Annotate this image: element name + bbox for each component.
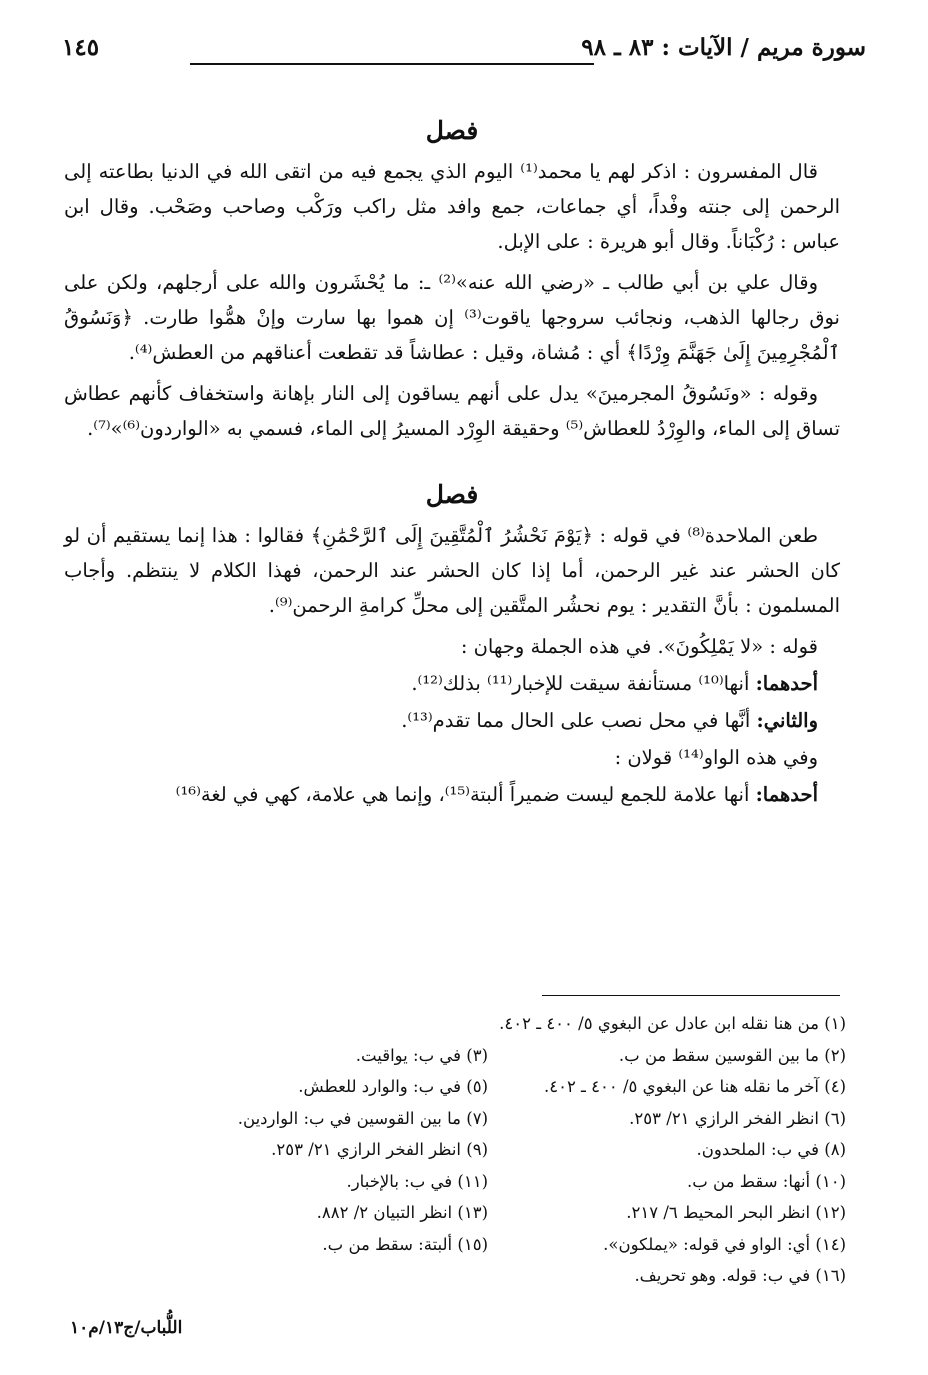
footnote-row	[130, 1166, 846, 1198]
footnote-11: (١١) في ب: بالإخبار.	[346, 1171, 488, 1191]
section-heading: فصل	[425, 116, 479, 145]
footnote-12: (١٢) انظر البحر المحيط ٦/ ٢١٧.	[626, 1203, 846, 1222]
footnote-9: (٩) انظر الفخر الرازي ٢١/ ٢٥٣.	[271, 1140, 488, 1159]
footnote-row	[130, 1008, 846, 1040]
footnote-row	[130, 1103, 846, 1135]
footnote-14: (١٤) أي: الواو في قوله: «يملكون».	[603, 1234, 846, 1254]
paragraph: طعن الملاحدة⁽⁸⁾ في قوله : ﴿يَوْمَ نَحْشُرُ ٱلْمُتَّقِينَ إِلَى ٱلرَّحْمَٰنِ﴾ فقالوا : هذا إنما يستقيم أن لو كان الحشر عند غير الرحمن، أما إذا كان الحشر عند الرحمن، فهذا الكلام لا ينتظم. وأجاب المسلمون : بأنَّ التقدير : يوم نحشُر المتَّقين إلى محلِّ كرامةِ الرحمن⁽⁹⁾.	[64, 524, 840, 617]
footnote-16: (١٦) في ب: قوله. وهو تحريف.	[634, 1266, 846, 1285]
running-title: سورة مريم / الآيات : ٨٣ ـ ٩٨	[581, 34, 866, 61]
main-text	[64, 108, 840, 814]
footnote-15: (١٥) ألبتة: سقط من ب.	[322, 1234, 488, 1254]
paragraph: وقال علي بن أبي طالب ـ «رضي الله عنه»⁽²⁾ ـ: ما يُحْشَرون والله على أرجلهم، ولكن على نوق رجالها الذهب، ونجائب سروجها ياقوت⁽³⁾ إن هموا بها سارت وإنْ همُّوا طارت. ﴿وَنَسُوقُ ٱلْمُجْرِمِينَ إِلَىٰ جَهَنَّمَ وِرْدًا﴾ أي : مُشاة، وقيل : عطاشاً قد تقطعت أعناقهم من العطش⁽⁴⁾.	[64, 271, 840, 364]
paragraph: قوله : «لا يَمْلِكُونَ». في هذه الجملة وجهان :	[460, 635, 818, 658]
footnote-row	[130, 1134, 846, 1166]
footnote-2: (٢) ما بين القوسين سقط من ب.	[618, 1045, 846, 1065]
paragraph	[64, 666, 840, 701]
printer-signature: اللُّباب/ج١٣/م١٠	[70, 1318, 183, 1338]
point-text: أنها علامة للجمع ليست ضميراً ألبتة⁽¹⁵⁾، وإنما هي علامة، كهي في لغة⁽¹⁶⁾	[175, 783, 750, 806]
point-label: أحدهما:	[755, 783, 818, 806]
paragraph	[64, 703, 840, 738]
point-text: أنَّها في محل نصب على الحال مما تقدم⁽¹³⁾.	[401, 709, 751, 732]
point-label: أحدهما:	[755, 672, 818, 695]
paragraph	[64, 777, 840, 812]
footnote-separator	[542, 995, 840, 996]
paragraph: وفي هذه الواو⁽¹⁴⁾ قولان :	[614, 746, 818, 769]
footnote-13: (١٣) انظر التبيان ٢/ ٨٨٢.	[316, 1203, 488, 1222]
footnote-row	[130, 1197, 846, 1229]
paragraph: وقوله : «ونَسُوقُ المجرمينَ» يدل على أنهم يساقون إلى النار بإهانة واستخفاف كأنهم عطاش تساق إلى الماء، والوِرْدُ للعطاش⁽⁵⁾ وحقيقة الوِرْد المسيرُ إلى الماء، فسمي به «الواردون⁽⁶⁾»⁽⁷⁾.	[64, 382, 840, 440]
section-heading: فصل	[425, 480, 479, 509]
footnote-4: (٤) آخر ما نقله هنا عن البغوي ٥/ ٤٠٠ ـ ٤٠٢.	[543, 1077, 846, 1096]
header-rule	[190, 63, 594, 65]
footnote-3: (٣) في ب: يواقيت.	[355, 1045, 488, 1065]
point-text: أنها⁽¹⁰⁾ مستأنفة سيقت للإخبار⁽¹¹⁾ بذلك⁽¹²⁾.	[411, 672, 750, 695]
footnote-10: (١٠) أنها: سقط من ب.	[687, 1171, 846, 1191]
footnote-row	[130, 1040, 846, 1072]
footnote-row	[130, 1071, 846, 1103]
footnotes	[130, 1008, 846, 1292]
footnote-5: (٥) في ب: والوارد للعطش.	[298, 1077, 488, 1096]
page-number: ١٤٥	[62, 34, 100, 61]
footnote-row	[130, 1260, 846, 1292]
footnote-1: (١) من هنا نقله ابن عادل عن البغوي ٥/ ٤٠٠ ـ ٤٠٢.	[499, 1014, 846, 1033]
footnote-6: (٦) انظر الفخر الرازي ٢١/ ٢٥٣.	[629, 1108, 846, 1128]
page-header	[62, 30, 866, 70]
paragraph: قال المفسرون : اذكر لهم يا محمد⁽¹⁾ اليوم الذي يجمع فيه من اتقى الله في الدنيا بطاعته إلى الرحمن إلى جنته وفْداً، أي جماعات، جمع وافد مثل راكب ورَكْب وصاحب وصَحْب. وقال ابن عباس : رُكْبَاناً. وقال أبو هريرة : على الإبل.	[64, 160, 840, 253]
point-label: والثاني:	[756, 709, 818, 732]
footnote-7: (٧) ما بين القوسين في ب: الواردين.	[237, 1108, 488, 1128]
footnote-row	[130, 1229, 846, 1261]
footnote-8: (٨) في ب: الملحدون.	[696, 1140, 846, 1159]
